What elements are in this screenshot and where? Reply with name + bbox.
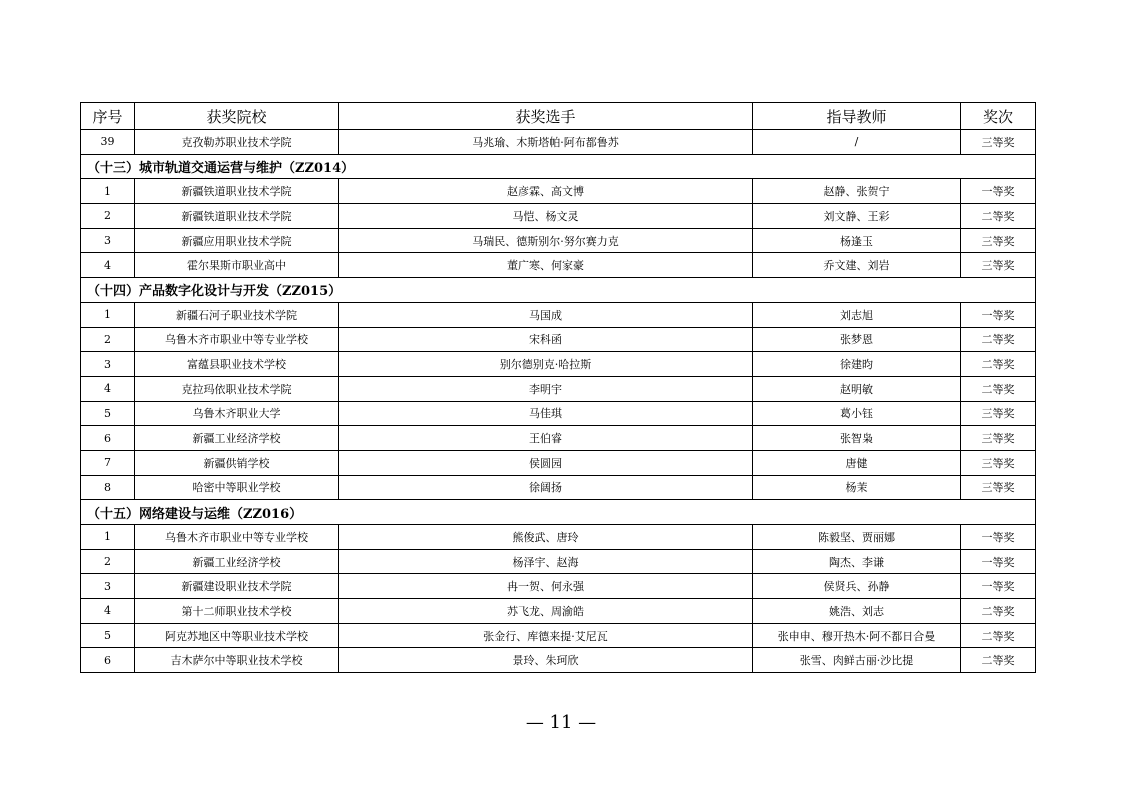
cell-award: 三等奖 <box>961 253 1036 278</box>
cell-players: 马瑞民、德斯别尔·努尔赛力克 <box>339 228 753 253</box>
cell-seq: 2 <box>81 549 135 574</box>
cell-school: 克拉玛依职业技术学院 <box>135 376 339 401</box>
cell-seq: 8 <box>81 475 135 500</box>
cell-school: 霍尔果斯市职业高中 <box>135 253 339 278</box>
cell-school: 乌鲁木齐市职业中等专业学校 <box>135 327 339 352</box>
table-row <box>81 302 1036 327</box>
cell-teachers: 张智枭 <box>753 426 961 451</box>
cell-seq: 2 <box>81 327 135 352</box>
table-row <box>81 450 1036 475</box>
cell-school: 新疆铁道职业技术学院 <box>135 179 339 204</box>
table-row <box>81 525 1036 550</box>
cell-teachers: 徐建昀 <box>753 352 961 377</box>
table-row <box>81 179 1036 204</box>
cell-teachers: 张梦恩 <box>753 327 961 352</box>
cell-school: 新疆应用职业技术学院 <box>135 228 339 253</box>
cell-seq: 4 <box>81 599 135 624</box>
cell-award: 二等奖 <box>961 648 1036 673</box>
cell-school: 乌鲁木齐市职业中等专业学校 <box>135 525 339 550</box>
table-row <box>81 549 1036 574</box>
section-header-row <box>81 500 1036 525</box>
cell-seq: 6 <box>81 648 135 673</box>
table-body <box>81 130 1036 673</box>
cell-seq: 3 <box>81 574 135 599</box>
cell-award: 二等奖 <box>961 352 1036 377</box>
cell-teachers: / <box>753 130 961 155</box>
page-number: — 11 — <box>525 712 597 733</box>
cell-award: 一等奖 <box>961 549 1036 574</box>
cell-teachers: 陶杰、李谦 <box>753 549 961 574</box>
section-header-row <box>81 278 1036 303</box>
cell-award: 三等奖 <box>961 426 1036 451</box>
header-award: 奖次 <box>961 103 1036 130</box>
cell-teachers: 陈毅坚、贾丽娜 <box>753 525 961 550</box>
cell-award: 二等奖 <box>961 599 1036 624</box>
cell-teachers: 刘志旭 <box>753 302 961 327</box>
cell-school: 新疆石河子职业技术学院 <box>135 302 339 327</box>
table-row <box>81 623 1036 648</box>
cell-school: 新疆建设职业技术学院 <box>135 574 339 599</box>
header-teachers: 指导教师 <box>753 103 961 130</box>
cell-school: 阿克苏地区中等职业技术学校 <box>135 623 339 648</box>
cell-award: 一等奖 <box>961 574 1036 599</box>
table-row <box>81 253 1036 278</box>
table-row <box>81 376 1036 401</box>
cell-players: 杨泽宇、赵海 <box>339 549 753 574</box>
cell-seq: 7 <box>81 450 135 475</box>
cell-players: 徐阔扬 <box>339 475 753 500</box>
cell-award: 一等奖 <box>961 525 1036 550</box>
cell-seq: 1 <box>81 179 135 204</box>
cell-seq: 39 <box>81 130 135 155</box>
table-row <box>81 648 1036 673</box>
cell-award: 三等奖 <box>961 228 1036 253</box>
header-school: 获奖院校 <box>135 103 339 130</box>
cell-teachers: 姚浩、刘志 <box>753 599 961 624</box>
cell-seq: 4 <box>81 253 135 278</box>
table-row <box>81 204 1036 229</box>
cell-award: 一等奖 <box>961 302 1036 327</box>
cell-award: 二等奖 <box>961 327 1036 352</box>
cell-award: 三等奖 <box>961 401 1036 426</box>
cell-players: 景玲、朱珂欣 <box>339 648 753 673</box>
cell-seq: 5 <box>81 623 135 648</box>
cell-seq: 3 <box>81 228 135 253</box>
awards-table <box>80 102 1036 673</box>
table-row <box>81 426 1036 451</box>
cell-award: 二等奖 <box>961 623 1036 648</box>
cell-players: 苏飞龙、周渝皓 <box>339 599 753 624</box>
table-row <box>81 599 1036 624</box>
cell-award: 三等奖 <box>961 450 1036 475</box>
cell-players: 张金行、库德来提·艾尼瓦 <box>339 623 753 648</box>
cell-players: 马佳琪 <box>339 401 753 426</box>
cell-players: 马兆瑜、木斯塔帕·阿布都鲁苏 <box>339 130 753 155</box>
cell-teachers: 张雪、肉鲜古丽·沙比提 <box>753 648 961 673</box>
cell-seq: 6 <box>81 426 135 451</box>
cell-seq: 1 <box>81 302 135 327</box>
cell-players: 王伯睿 <box>339 426 753 451</box>
cell-players: 马恺、杨文灵 <box>339 204 753 229</box>
cell-teachers: 侯贤兵、孙静 <box>753 574 961 599</box>
cell-seq: 5 <box>81 401 135 426</box>
cell-award: 二等奖 <box>961 204 1036 229</box>
cell-school: 新疆工业经济学校 <box>135 549 339 574</box>
table-row <box>81 475 1036 500</box>
table-row <box>81 401 1036 426</box>
header-row <box>81 103 1036 130</box>
cell-teachers: 张申申、穆开热木·阿不都日合曼 <box>753 623 961 648</box>
cell-teachers: 刘文静、王彩 <box>753 204 961 229</box>
table-row <box>81 574 1036 599</box>
cell-seq: 3 <box>81 352 135 377</box>
cell-teachers: 杨茉 <box>753 475 961 500</box>
cell-players: 冉一贺、何永强 <box>339 574 753 599</box>
section-title: （十三）城市轨道交通运营与维护（ZZ014） <box>81 154 1036 179</box>
cell-teachers: 唐健 <box>753 450 961 475</box>
cell-teachers: 乔文建、刘岩 <box>753 253 961 278</box>
table-row <box>81 352 1036 377</box>
section-header-row <box>81 154 1036 179</box>
cell-players: 李明宇 <box>339 376 753 401</box>
cell-players: 赵彦霖、高文博 <box>339 179 753 204</box>
cell-players: 别尔德别克·哈拉斯 <box>339 352 753 377</box>
cell-school: 第十二师职业技术学校 <box>135 599 339 624</box>
cell-players: 马国成 <box>339 302 753 327</box>
cell-players: 熊俊武、唐玲 <box>339 525 753 550</box>
table-row <box>81 130 1036 155</box>
cell-award: 三等奖 <box>961 130 1036 155</box>
section-title: （十五）网络建设与运维（ZZ016） <box>81 500 1036 525</box>
cell-players: 侯圆园 <box>339 450 753 475</box>
cell-teachers: 赵静、张贺宁 <box>753 179 961 204</box>
cell-award: 一等奖 <box>961 179 1036 204</box>
cell-players: 宋科函 <box>339 327 753 352</box>
cell-seq: 4 <box>81 376 135 401</box>
cell-award: 三等奖 <box>961 475 1036 500</box>
cell-teachers: 葛小钰 <box>753 401 961 426</box>
cell-seq: 1 <box>81 525 135 550</box>
section-title: （十四）产品数字化设计与开发（ZZ015） <box>81 278 1036 303</box>
cell-teachers: 赵明敏 <box>753 376 961 401</box>
cell-players: 董广寒、何家豪 <box>339 253 753 278</box>
cell-seq: 2 <box>81 204 135 229</box>
cell-teachers: 杨逢玉 <box>753 228 961 253</box>
cell-school: 新疆供销学校 <box>135 450 339 475</box>
table-row <box>81 228 1036 253</box>
cell-school: 克孜勒苏职业技术学院 <box>135 130 339 155</box>
cell-school: 新疆工业经济学校 <box>135 426 339 451</box>
table-row <box>81 327 1036 352</box>
cell-school: 乌鲁木齐职业大学 <box>135 401 339 426</box>
cell-award: 二等奖 <box>961 376 1036 401</box>
cell-school: 哈密中等职业学校 <box>135 475 339 500</box>
cell-school: 富蕴县职业技术学校 <box>135 352 339 377</box>
cell-school: 新疆铁道职业技术学院 <box>135 204 339 229</box>
cell-school: 吉木萨尔中等职业技术学校 <box>135 648 339 673</box>
header-players: 获奖选手 <box>339 103 753 130</box>
header-seq: 序号 <box>81 103 135 130</box>
